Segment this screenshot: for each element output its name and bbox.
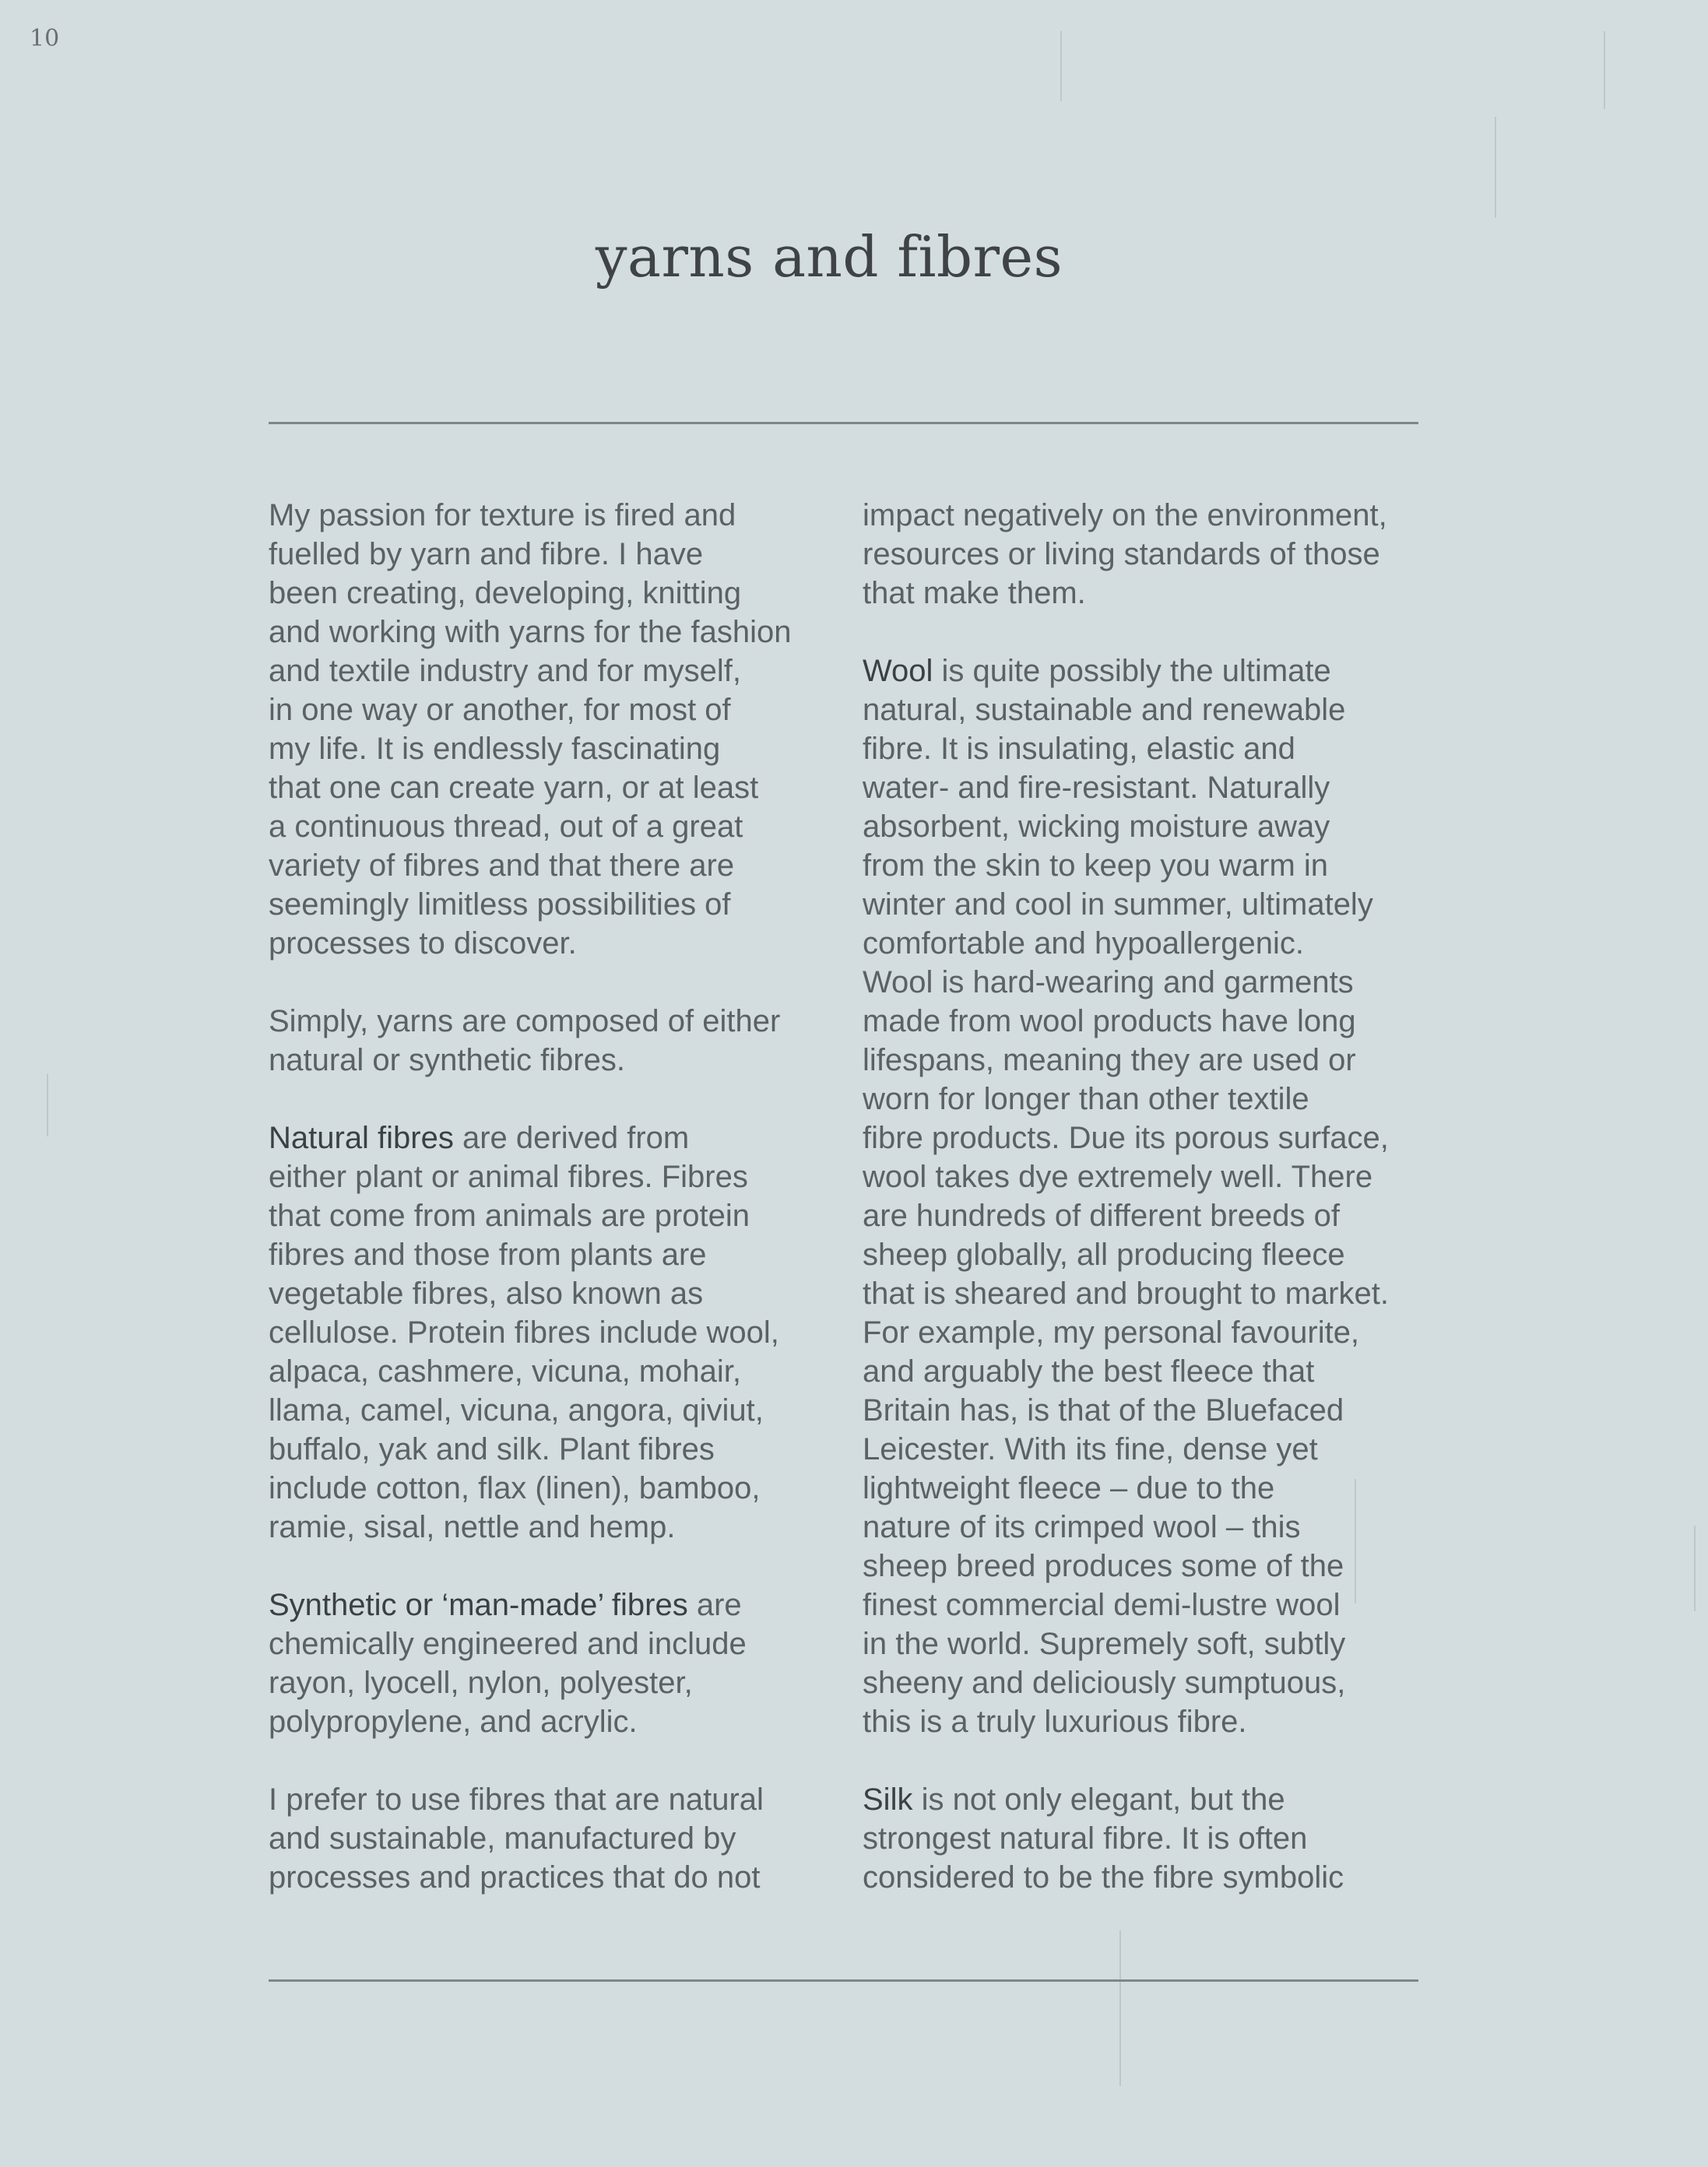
line-text: are derived from bbox=[453, 1121, 690, 1155]
text-line bbox=[863, 768, 1454, 807]
paragraph-gap bbox=[863, 613, 1454, 652]
line-text: are bbox=[687, 1588, 742, 1622]
line-text: impact negatively on the environment, bbox=[863, 498, 1387, 532]
text-line bbox=[863, 1041, 1454, 1080]
paper-scratch bbox=[1694, 1526, 1696, 1611]
text-line bbox=[863, 1819, 1454, 1858]
line-text: cellulose. Protein fibres include wool, bbox=[269, 1315, 779, 1350]
text-line bbox=[269, 690, 860, 729]
text-line bbox=[269, 1274, 860, 1313]
text-line bbox=[269, 1391, 860, 1430]
line-text: worn for longer than other textile bbox=[863, 1082, 1309, 1116]
text-line bbox=[269, 729, 860, 768]
text-line bbox=[269, 1663, 860, 1702]
line-text: that one can create yarn, or at least bbox=[269, 771, 759, 805]
line-text: fibres and those from plants are bbox=[269, 1238, 707, 1272]
text-line bbox=[863, 729, 1454, 768]
text-line bbox=[863, 1080, 1454, 1119]
fibre-term: Natural fibres bbox=[269, 1121, 454, 1155]
text-line bbox=[269, 768, 860, 807]
text-line bbox=[269, 574, 860, 613]
text-line bbox=[269, 1819, 860, 1858]
bottom-divider bbox=[269, 1979, 1418, 1982]
text-line bbox=[863, 1119, 1454, 1157]
text-line bbox=[269, 496, 860, 535]
text-line bbox=[863, 1469, 1454, 1508]
left-text-column bbox=[269, 496, 860, 1897]
line-text: either plant or animal fibres. Fibres bbox=[269, 1160, 748, 1194]
paper-scratch bbox=[1495, 117, 1496, 218]
line-text: that make them. bbox=[863, 576, 1086, 610]
line-text: is quite possibly the ultimate bbox=[933, 654, 1331, 688]
top-divider bbox=[269, 422, 1418, 424]
text-line bbox=[863, 1858, 1454, 1897]
text-line bbox=[269, 1157, 860, 1196]
text-line bbox=[863, 1002, 1454, 1041]
line-text: vegetable fibres, also known as bbox=[269, 1277, 704, 1311]
paragraph-gap bbox=[269, 1741, 860, 1780]
text-line bbox=[863, 885, 1454, 924]
text-line bbox=[863, 496, 1454, 535]
line-text: Britain has, is that of the Bluefaced bbox=[863, 1393, 1344, 1428]
text-line bbox=[269, 613, 860, 652]
paper-scratch bbox=[1604, 31, 1605, 109]
fibre-term: Wool bbox=[863, 654, 933, 688]
line-text: made from wool products have long bbox=[863, 1004, 1356, 1038]
text-line bbox=[863, 1780, 1454, 1819]
text-line bbox=[269, 1508, 860, 1547]
line-text: is not only elegant, but the bbox=[912, 1782, 1285, 1817]
line-text: from the skin to keep you warm in bbox=[863, 848, 1329, 883]
line-text: this is a truly luxurious fibre. bbox=[863, 1705, 1247, 1739]
line-text: processes to discover. bbox=[269, 926, 577, 961]
line-text: resources or living standards of those bbox=[863, 537, 1380, 571]
line-text: sheep globally, all producing fleece bbox=[863, 1238, 1345, 1272]
text-line bbox=[269, 1235, 860, 1274]
text-line bbox=[269, 1041, 860, 1080]
text-line bbox=[863, 1157, 1454, 1196]
text-line bbox=[863, 1196, 1454, 1235]
line-text: chemically engineered and include bbox=[269, 1627, 747, 1661]
text-line bbox=[863, 963, 1454, 1002]
text-line bbox=[269, 1702, 860, 1741]
text-line bbox=[863, 846, 1454, 885]
paper-scratch bbox=[1119, 1930, 1121, 2086]
line-text: lightweight fleece – due to the bbox=[863, 1471, 1275, 1505]
line-text: natural, sustainable and renewable bbox=[863, 693, 1346, 727]
paragraph-gap bbox=[863, 1741, 1454, 1780]
text-line bbox=[269, 652, 860, 690]
line-text: and textile industry and for myself, bbox=[269, 654, 741, 688]
line-text: and arguably the best fleece that bbox=[863, 1354, 1315, 1389]
line-text: are hundreds of different breeds of bbox=[863, 1199, 1341, 1233]
text-line bbox=[863, 1352, 1454, 1391]
text-line bbox=[269, 1624, 860, 1663]
line-text: comfortable and hypoallergenic. bbox=[863, 926, 1305, 961]
line-text: considered to be the fibre symbolic bbox=[863, 1860, 1344, 1895]
paragraph-gap bbox=[269, 963, 860, 1002]
line-text: For example, my personal favourite, bbox=[863, 1315, 1360, 1350]
text-line bbox=[863, 1624, 1454, 1663]
line-text: in one way or another, for most of bbox=[269, 693, 731, 727]
paragraph-gap bbox=[269, 1547, 860, 1586]
text-line bbox=[269, 1780, 860, 1819]
line-text: ramie, sisal, nettle and hemp. bbox=[269, 1510, 676, 1544]
line-text: strongest natural fibre. It is often bbox=[863, 1821, 1308, 1856]
text-line bbox=[269, 1469, 860, 1508]
line-text: sheep breed produces some of the bbox=[863, 1549, 1344, 1583]
text-line bbox=[863, 1547, 1454, 1586]
fibre-term: Silk bbox=[863, 1782, 913, 1817]
line-text: Leicester. With its fine, dense yet bbox=[863, 1432, 1318, 1466]
line-text: water- and fire-resistant. Naturally bbox=[863, 771, 1330, 805]
line-text: that is sheared and brought to market. bbox=[863, 1277, 1389, 1311]
line-text: winter and cool in summer, ultimately bbox=[863, 887, 1373, 922]
paper-scratch bbox=[1060, 31, 1062, 101]
text-line bbox=[863, 1391, 1454, 1430]
line-text: llama, camel, vicuna, angora, qiviut, bbox=[269, 1393, 764, 1428]
text-line bbox=[269, 1196, 860, 1235]
line-text: My passion for texture is fired and bbox=[269, 498, 736, 532]
line-text: lifespans, meaning they are used or bbox=[863, 1043, 1356, 1077]
line-text: and working with yarns for the fashion bbox=[269, 615, 792, 649]
line-text: absorbent, wicking moisture away bbox=[863, 810, 1330, 844]
text-line bbox=[269, 1352, 860, 1391]
text-line bbox=[863, 1508, 1454, 1547]
text-line bbox=[863, 1313, 1454, 1352]
text-line bbox=[863, 1663, 1454, 1702]
line-text: Simply, yarns are composed of either bbox=[269, 1004, 781, 1038]
line-text: finest commercial demi-lustre wool bbox=[863, 1588, 1341, 1622]
text-line bbox=[269, 846, 860, 885]
text-line bbox=[269, 535, 860, 574]
paper-scratch bbox=[47, 1074, 48, 1136]
text-line bbox=[269, 1858, 860, 1897]
line-text: variety of fibres and that there are bbox=[269, 848, 735, 883]
line-text: nature of its crimped wool – this bbox=[863, 1510, 1301, 1544]
line-text: processes and practices that do not bbox=[269, 1860, 761, 1895]
text-line bbox=[269, 1119, 860, 1157]
text-line bbox=[269, 885, 860, 924]
text-line bbox=[863, 1586, 1454, 1624]
text-line bbox=[863, 924, 1454, 963]
text-line bbox=[269, 1430, 860, 1469]
page-number: 10 bbox=[30, 25, 60, 52]
paragraph-gap bbox=[269, 1080, 860, 1119]
line-text: my life. It is endlessly fascinating bbox=[269, 732, 721, 766]
line-text: rayon, lyocell, nylon, polyester, bbox=[269, 1666, 693, 1700]
line-text: in the world. Supremely soft, subtly bbox=[863, 1627, 1346, 1661]
line-text: alpaca, cashmere, vicuna, mohair, bbox=[269, 1354, 741, 1389]
line-text: fibre. It is insulating, elastic and bbox=[863, 732, 1295, 766]
line-text: seemingly limitless possibilities of bbox=[269, 887, 731, 922]
line-text: Wool is hard-wearing and garments bbox=[863, 965, 1354, 999]
text-line bbox=[269, 1002, 860, 1041]
line-text: a continuous thread, out of a great bbox=[269, 810, 743, 844]
line-text: include cotton, flax (linen), bamboo, bbox=[269, 1471, 761, 1505]
text-line bbox=[863, 1235, 1454, 1274]
text-line bbox=[269, 924, 860, 963]
text-line bbox=[269, 1586, 860, 1624]
text-line bbox=[269, 1313, 860, 1352]
line-text: been creating, developing, knitting bbox=[269, 576, 742, 610]
text-line bbox=[269, 807, 860, 846]
right-text-column bbox=[863, 496, 1454, 1897]
line-text: fuelled by yarn and fibre. I have bbox=[269, 537, 704, 571]
text-line bbox=[863, 1702, 1454, 1741]
fibre-term: Synthetic or ‘man-made’ fibres bbox=[269, 1588, 688, 1622]
text-line bbox=[863, 1274, 1454, 1313]
line-text: natural or synthetic fibres. bbox=[269, 1043, 625, 1077]
line-text: wool takes dye extremely well. There bbox=[863, 1160, 1373, 1194]
line-text: I prefer to use fibres that are natural bbox=[269, 1782, 764, 1817]
text-line bbox=[863, 1430, 1454, 1469]
line-text: buffalo, yak and silk. Plant fibres bbox=[269, 1432, 715, 1466]
text-line bbox=[863, 574, 1454, 613]
text-line bbox=[863, 535, 1454, 574]
line-text: that come from animals are protein bbox=[269, 1199, 750, 1233]
text-line bbox=[863, 807, 1454, 846]
line-text: and sustainable, manufactured by bbox=[269, 1821, 736, 1856]
text-line bbox=[863, 652, 1454, 690]
page-title: yarns and fibres bbox=[595, 224, 1063, 290]
text-line bbox=[863, 690, 1454, 729]
line-text: fibre products. Due its porous surface, bbox=[863, 1121, 1389, 1155]
line-text: polypropylene, and acrylic. bbox=[269, 1705, 638, 1739]
line-text: sheeny and deliciously sumptuous, bbox=[863, 1666, 1346, 1700]
